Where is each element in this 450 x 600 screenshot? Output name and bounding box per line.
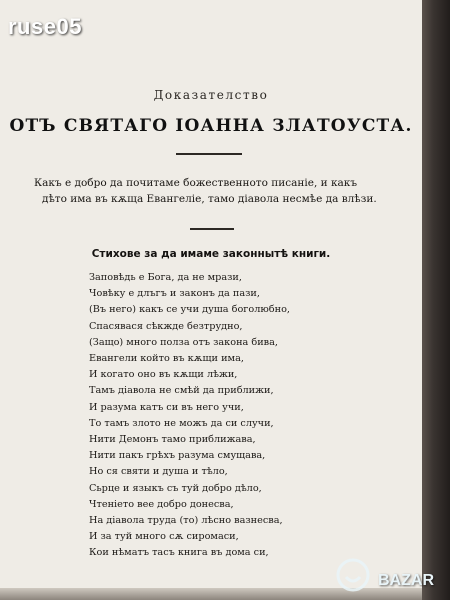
heading-small: Доказателство	[153, 88, 269, 102]
verse-line: На діавола труда (то) лѣсно вазнесва,	[89, 515, 283, 527]
verse-line: Но ся святи и душа и тѣло,	[89, 466, 228, 478]
verse-line: То тамъ злото не можъ да си случи,	[89, 417, 274, 429]
verse-list	[89, 270, 290, 562]
intro-paragraph	[34, 175, 392, 207]
verse-line: Тамъ діавола не смѣй да приближи,	[89, 385, 274, 397]
verse-line: (Въ него) какъ се учи душа боголюбно,	[89, 304, 290, 316]
heading-main: ОТЪ СВЯТАГО ІОАННА ЗЛАТОУСТА.	[9, 116, 413, 136]
watermark-logo: ruse05	[8, 14, 82, 39]
page-edge	[422, 0, 450, 600]
watermark-bazar: BAZAR	[378, 572, 434, 589]
divider-rule	[190, 228, 234, 230]
verse-line: И разума катъ си въ него учи,	[89, 401, 244, 413]
verse-line: Кои нѣматъ тасъ книга въ дома си,	[89, 547, 269, 559]
verses-title: Стихове за да имаме законнытѣ книги.	[91, 248, 331, 260]
bazar-logo-icon	[334, 556, 372, 594]
verse-line: И за туй много сѫ сиромаси,	[89, 531, 239, 543]
verse-line: (Защо) много полза отъ закона бива,	[89, 336, 278, 348]
intro-line: дѣто има въ кѫща Евангеліе, тамо діавола несмѣе да влѣзи.	[42, 193, 377, 205]
verse-line: Чтеніето вее добро донесва,	[89, 498, 234, 510]
verse-line: Нити Демонъ тамо приближава,	[89, 434, 256, 446]
verse-line: Евангели който въ кѫщи има,	[89, 353, 244, 365]
verse-line: И когато оно въ кѫщи лѣжи,	[89, 369, 238, 381]
verse-line: Заповѣдь е Бога, да не мрази,	[89, 272, 242, 283]
verse-line: Сьрце и языкъ съ туй добро дѣло,	[89, 482, 262, 494]
divider-rule	[176, 153, 242, 155]
verse-line: Спасявася сѣкжде безтрудно,	[89, 320, 243, 332]
verse-line: Нити пакъ грѣхъ разума смущава,	[89, 450, 266, 462]
verse-line: Човѣку е длъгъ и законъ да пази,	[89, 288, 260, 300]
intro-line: Какъ е добро да почитаме божественното писаніе, и какъ	[34, 177, 358, 189]
